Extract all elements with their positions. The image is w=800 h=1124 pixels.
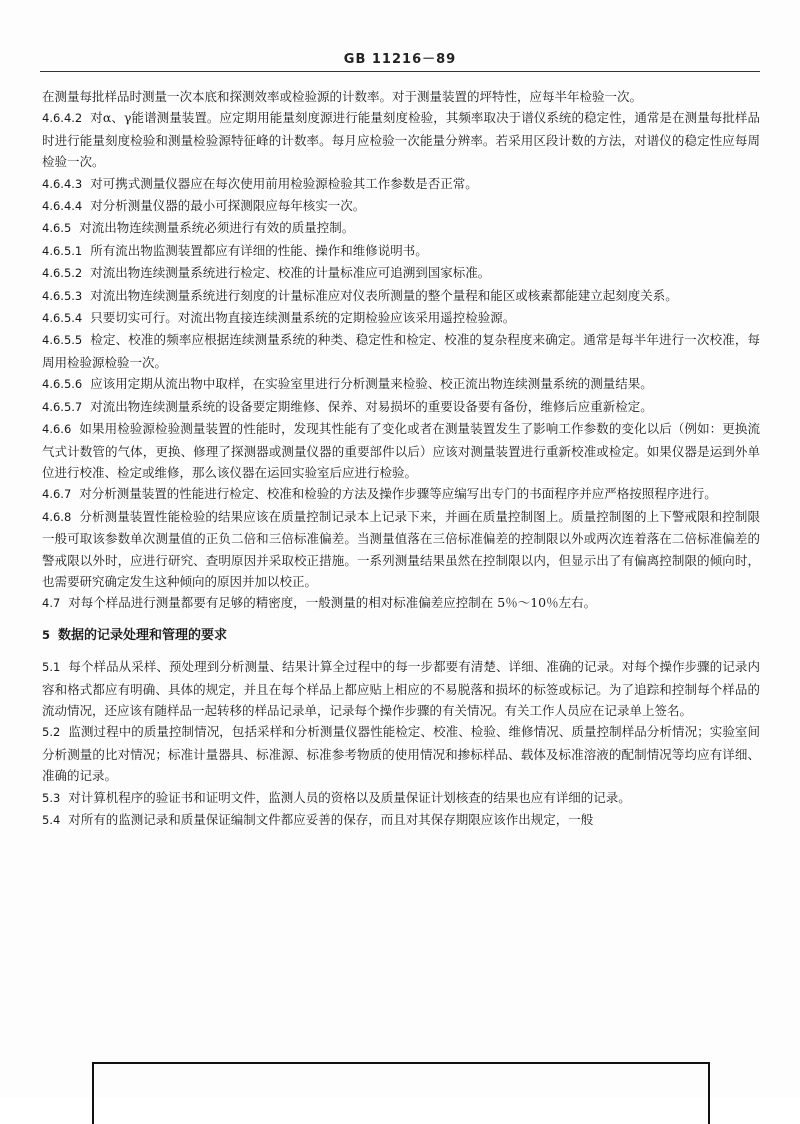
clause-number: 5.1	[42, 660, 61, 675]
section-clause-list	[42, 656, 760, 831]
clause-text: 对流出物连续测量系统进行检定、校准的计量标准应可追溯到国家标准。	[90, 265, 491, 281]
clause-number: 4.6.7	[42, 487, 72, 502]
clause-paragraph	[42, 285, 760, 307]
clause-text: 对α、γ能谱测量装置。应定期用能量刻度源进行能量刻度检验，其频率取决于谱仪系统的稳定性，通常是在测量每批样品时进行能量刻度检验和测量检验源特征峰的计数率。每月应检验一次能量分辨率。若采用区段计数的方法，对谱仪的稳定性应每周检验一次。	[42, 110, 760, 170]
clause-number: 5.4	[42, 813, 61, 827]
clause-number: 4.6.5.3	[42, 288, 83, 303]
clause-number: 4.7	[42, 596, 61, 611]
clause-text: 应该用定期从流出物中取样，在实验室里进行分析测量来检验、校正流出物连续测量系统的测量结果。	[90, 376, 653, 392]
clause-paragraph	[42, 721, 760, 786]
clause-paragraph	[42, 592, 760, 614]
clause-number: 4.6.5.7	[42, 399, 83, 414]
clause-paragraph	[42, 396, 760, 418]
clause-text: 对分析测量装置的性能进行检定、校准和检验的方法及操作步骤等应编写出专门的书面程序并应严格按照程序进行。	[79, 486, 717, 502]
clause-text: 对所有的监测记录和质量保证编制文件都应妥善的保存，而且对其保存期限应该作出规定，一般	[68, 812, 594, 827]
clause-paragraph	[42, 373, 760, 395]
clause-number: 4.6.4.2	[42, 111, 83, 126]
clause-number: 4.6.5.4	[42, 311, 83, 326]
clause-text: 对可携式测量仪器应在每次使用前用检验源检验其工作参数是否正常。	[90, 175, 478, 191]
clause-number: 5.2	[42, 725, 61, 740]
section-number: 5	[42, 627, 51, 642]
clause-text: 只要切实可行。对流出物直接连续测量系统的定期检验应该采用遥控检验源。	[90, 310, 516, 326]
section-title	[42, 625, 760, 646]
footer-frame	[92, 1062, 710, 1124]
clause-paragraph	[42, 329, 760, 373]
clause-list	[42, 86, 760, 615]
clause-number: 4.6.5.2	[42, 266, 83, 281]
clause-number: 4.6.6	[42, 422, 72, 437]
clause-paragraph	[42, 307, 760, 329]
clause-text: 每个样品从采样、预处理到分析测量、结果计算全过程中的每一步都要有清楚、详细、准确的记录。对每个操作步骤的记录内容和格式都应有明确、具体的规定，并且在每个样品上都应贴上相应的不易脱落和损坏的标签或标记。为了追踪和控制每个样品的流动情况，还应该有随样品一起转移的样品记录单，记录每个操作步骤的有关情况。有关工作人员应在记录单上签名。	[42, 659, 760, 718]
standard-code-header: GB 11216－89	[343, 52, 457, 67]
clause-number: 5.3	[42, 790, 61, 805]
clause-text: 对流出物连续测量系统进行刻度的计量标准应对仪表所测量的整个量程和能区或核素都能建立起刻度关系。	[90, 287, 678, 303]
clause-number: 4.6.5.1	[42, 243, 83, 258]
clause-paragraph	[42, 787, 760, 809]
clause-number: 4.6.8	[42, 509, 72, 524]
clause-paragraph	[42, 107, 760, 172]
clause-number: 4.6.4.4	[42, 199, 83, 214]
clause-paragraph	[42, 656, 760, 721]
clause-paragraph	[42, 173, 760, 195]
clause-paragraph	[42, 86, 760, 107]
header-rule	[40, 71, 760, 72]
clause-paragraph	[42, 217, 760, 239]
clause-text: 分析测量装置性能检验的结果应该在质量控制记录本上记录下来，并画在质量控制图上。质量控制图的上下警戒限和控制限一般可取该参数单次测量值的正负二倍和三倍标准偏差。当测量值落在三倍标准偏差的控制限以外或两次连着落在二倍标准偏差的警戒限以外时，应进行研究、查明原因并采取校正措施。一系列测量结果虽然在控制限以内，但显示出了有偏离控制限的倾向时，也需要研究确定发生这种倾向的原因并加以校正。	[42, 508, 760, 589]
clause-paragraph	[42, 483, 760, 505]
clause-text: 对流出物连续测量系统的设备要定期维修、保养、对易损坏的重要设备要有备份，维修后应重新检定。	[90, 398, 653, 414]
clause-text: 如果用检验源检验测量装置的性能时，发现其性能有了变化或者在测量装置发生了影响工作参数的变化以后（例如：更换流气式计数管的气体，更换、修理了探测器或测量仪器的重要部件以后）应该对测量装置进行重新校准或检定。如果仪器是运到外单位进行校准、检定或维修，那么该仪器在运回实验室后应进行检验。	[42, 421, 760, 480]
clause-text: 对流出物连续测量系统必须进行有效的质量控制。	[79, 220, 355, 236]
clause-text: 监测过程中的质量控制情况，包括采样和分析测量仪器性能检定、校准、检验、维修情况、质量控制样品分析情况；实验室间分析测量的比对情况；标准计量器具、标准源、标准参考物质的使用情况和掺标样品、载体及标准溶液的配制情况等均应有详细、准确的记录。	[42, 724, 760, 784]
clause-text: 检定、校准的频率应根据连续测量系统的种类、稳定性和检定、校准的复杂程度来确定。通常是每半年进行一次校准，每周用检验源检验一次。	[42, 332, 760, 370]
clause-paragraph	[42, 195, 760, 217]
clause-text: 所有流出物监测装置都应有详细的性能、操作和维修说明书。	[90, 242, 428, 258]
clause-number: 4.6.5	[42, 221, 72, 236]
clause-text: 对分析测量仪器的最小可探测限应每年核实一次。	[90, 198, 366, 214]
clause-number: 4.6.5.5	[42, 333, 83, 348]
clause-number: 4.6.4.3	[42, 176, 83, 191]
clause-number: 4.6.5.6	[42, 377, 83, 392]
clause-paragraph	[42, 418, 760, 483]
clause-paragraph	[42, 506, 760, 593]
clause-text: 在测量每批样品时测量一次本底和探测效率或检验源的计数率。对于测量装置的坪特性，应每半年检验一次。	[42, 89, 643, 104]
clause-text: 对计算机程序的验证书和证明文件，监测人员的资格以及质量保证计划核查的结果也应有详细的记录。	[68, 789, 631, 805]
clause-text: 对每个样品进行测量都要有足够的精密度，一般测量的相对标准偏差应控制在 5％～10％左右。	[68, 595, 597, 611]
clause-paragraph	[42, 809, 760, 831]
section-heading: 数据的记录处理和管理的要求	[58, 627, 228, 643]
document-body	[42, 86, 760, 831]
clause-paragraph	[42, 240, 760, 262]
clause-paragraph	[42, 262, 760, 284]
